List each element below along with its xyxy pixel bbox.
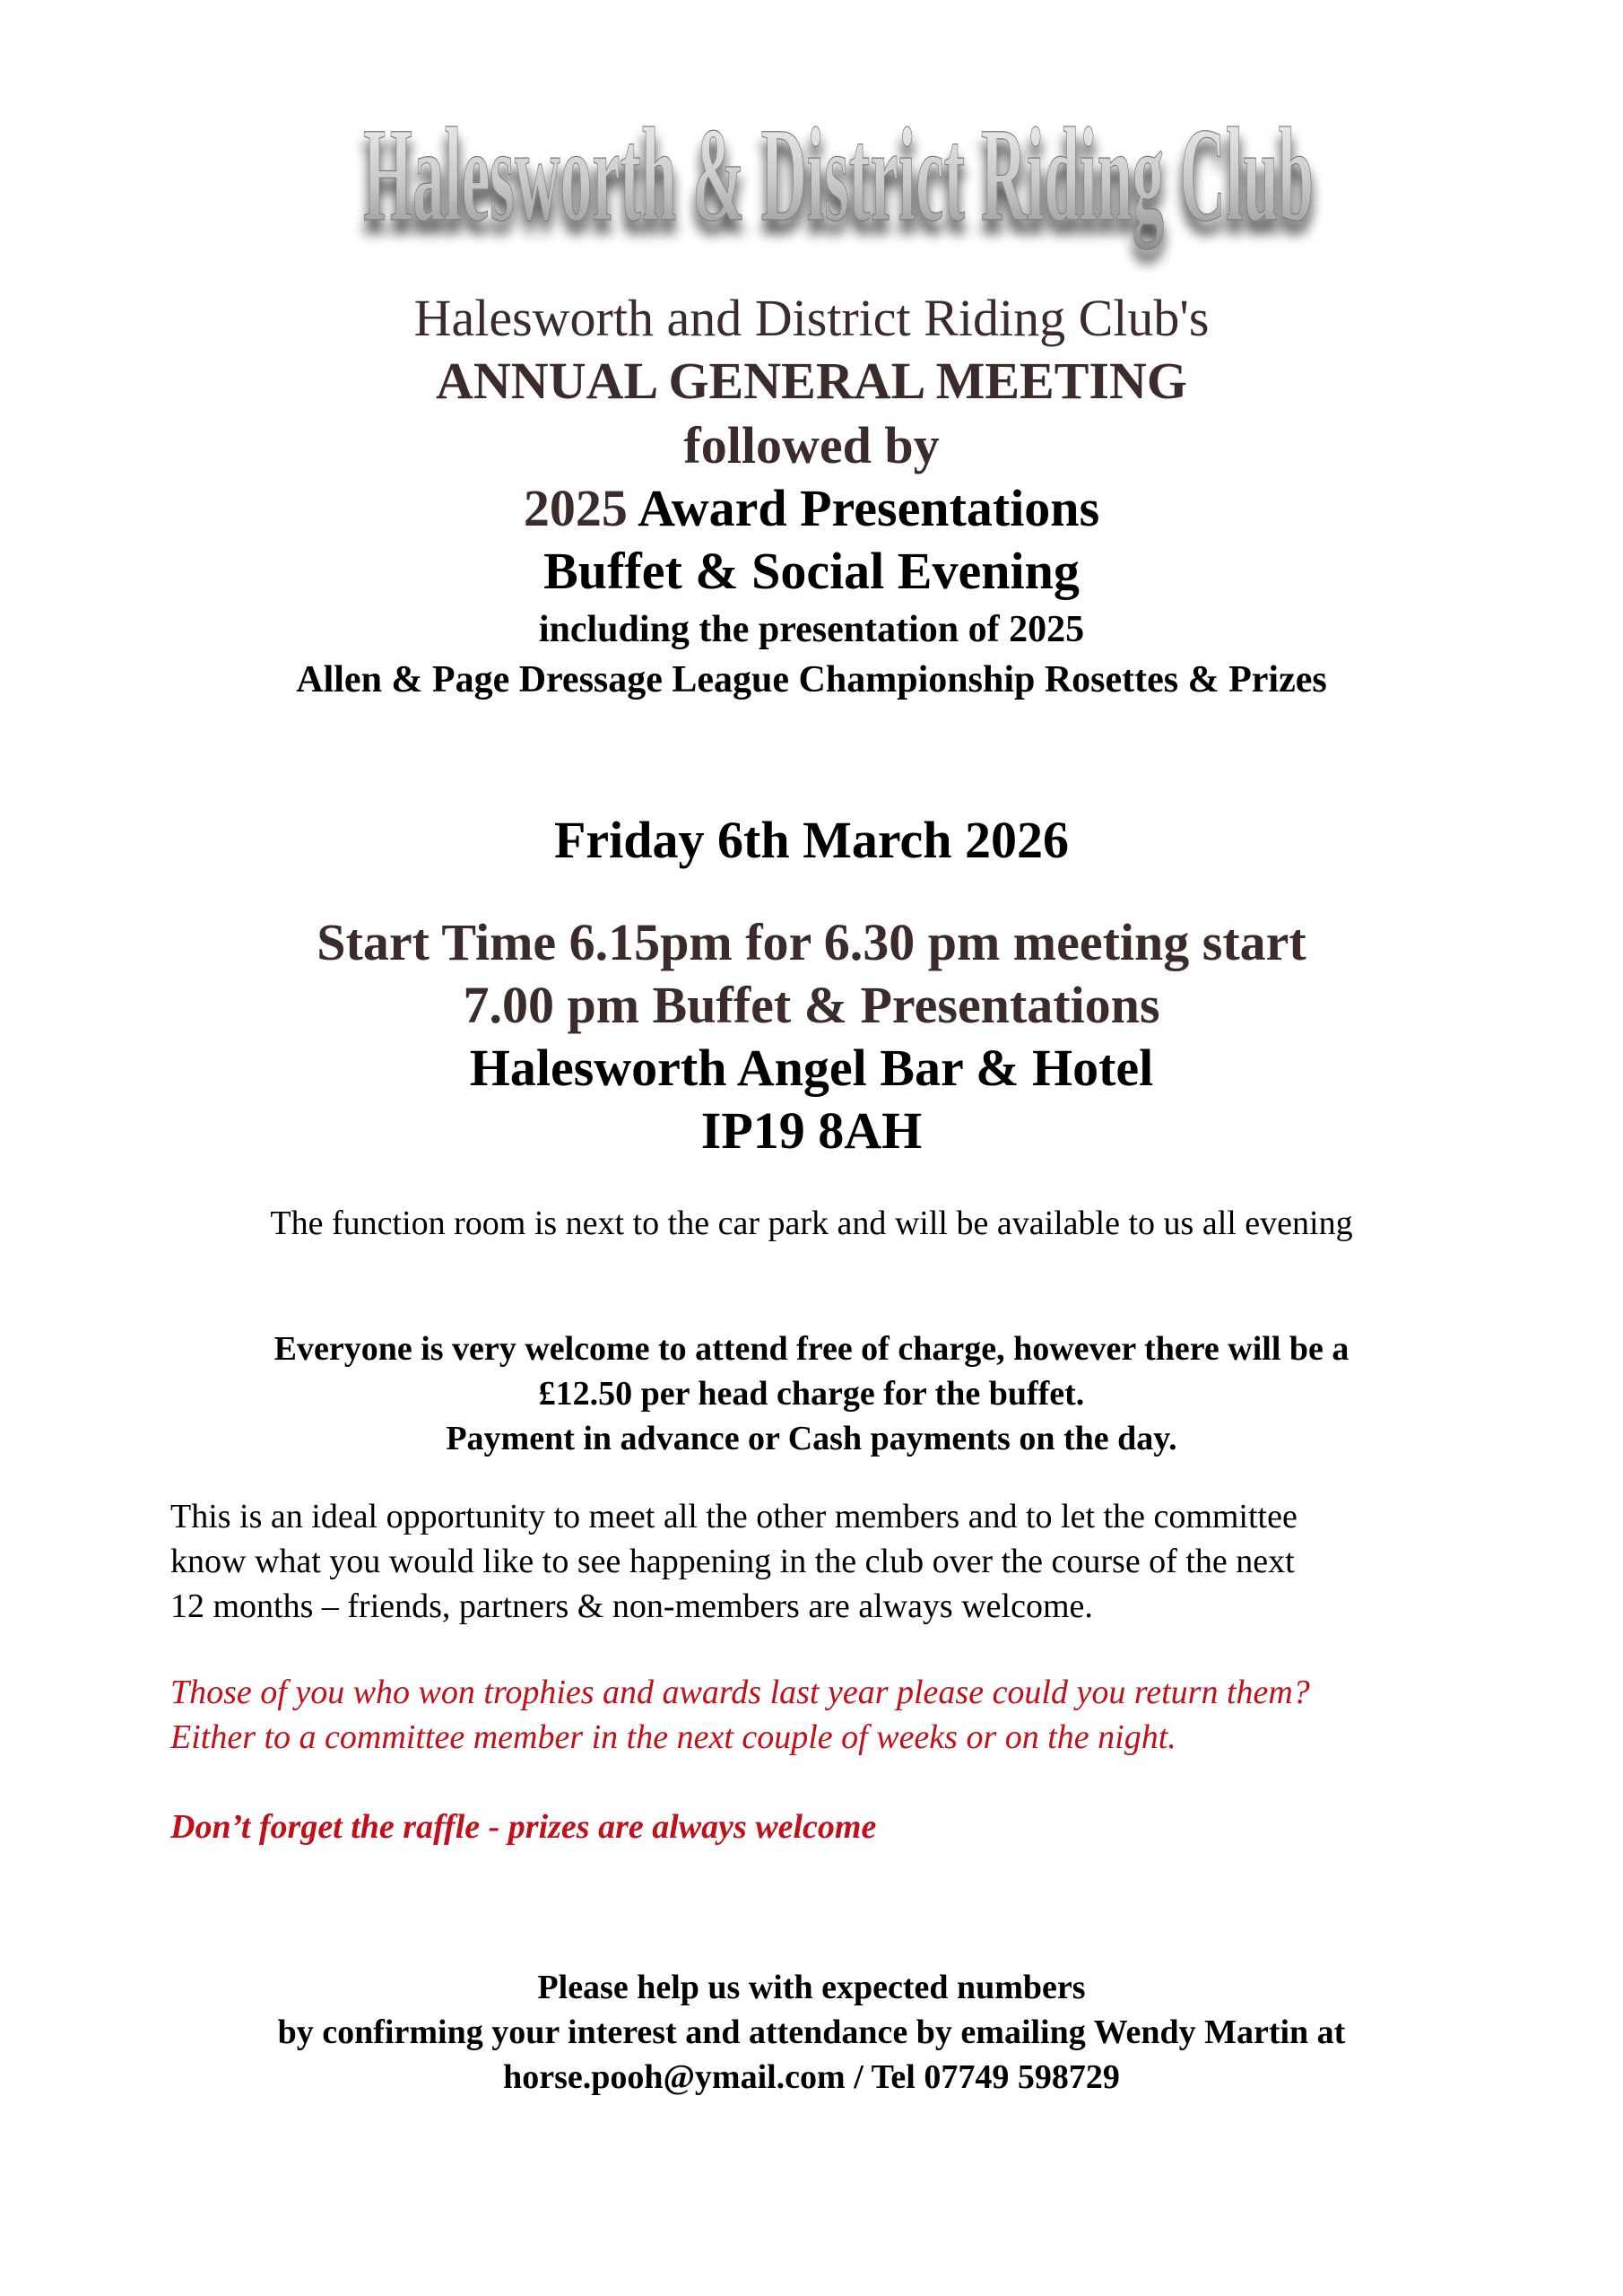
start-time: Start Time 6.15pm for 6.30 pm meeting start [317, 913, 1306, 971]
opportunity-line-3: 12 months – friends, partners & non-members are always welcome. [170, 1587, 1093, 1625]
award-year: 2025 [523, 479, 628, 537]
trophies-line-1: Those of you who won trophies and awards last year please could you return them? [170, 1674, 1310, 1711]
venue: Halesworth Angel Bar & Hotel [469, 1039, 1154, 1097]
buffet-social: Buffet & Social Evening [543, 542, 1080, 600]
award-presentations [0, 479, 1623, 538]
contact-line-3: horse.pooh@ymail.com / Tel 07749 598729 [503, 2058, 1120, 2096]
award-text: Award Presentations [627, 479, 1100, 537]
contact-line-2: by confirming your interest and attendance by emailing Wendy Martin at [277, 2013, 1346, 2051]
club-logo [341, 85, 1336, 274]
raffle-note: Don’t forget the raffle - prizes are always welcome [170, 1808, 877, 1846]
opportunity-line-1: This is an ideal opportunity to meet all the other members and to let the committee [170, 1498, 1298, 1535]
welcome-line-3: Payment in advance or Cash payments on the day. [446, 1420, 1177, 1457]
postcode: IP19 8AH [700, 1101, 923, 1160]
buffet-time: 7.00 pm Buffet & Presentations [463, 976, 1160, 1034]
welcome-line-1: Everyone is very welcome to attend free of charge, however there will be a [273, 1330, 1350, 1368]
including-line: including the presentation of 2025 [538, 609, 1085, 650]
welcome-line-2: £12.50 per head charge for the buffet. [538, 1375, 1085, 1413]
event-date: Friday 6th March 2026 [553, 811, 1070, 869]
followed-by: followed by [683, 416, 940, 474]
opportunity-line-2: know what you would like to see happening in the club over the course of the next [170, 1543, 1295, 1580]
logo-text: Halesworth & District Riding Club [363, 100, 1314, 249]
trophies-line-2: Either to a committee member in the next couple of weeks or on the night. [170, 1718, 1176, 1756]
contact-line-1: Please help us with expected numbers [537, 1969, 1086, 2006]
league-line: Allen & Page Dressage League Championship Rosettes & Prizes [296, 659, 1327, 700]
club-name: Halesworth and District Riding Club's [413, 289, 1210, 347]
agm-title: ANNUAL GENERAL MEETING [436, 352, 1187, 410]
room-note: The function room is next to the car park and will be available to us all evening [270, 1205, 1353, 1242]
